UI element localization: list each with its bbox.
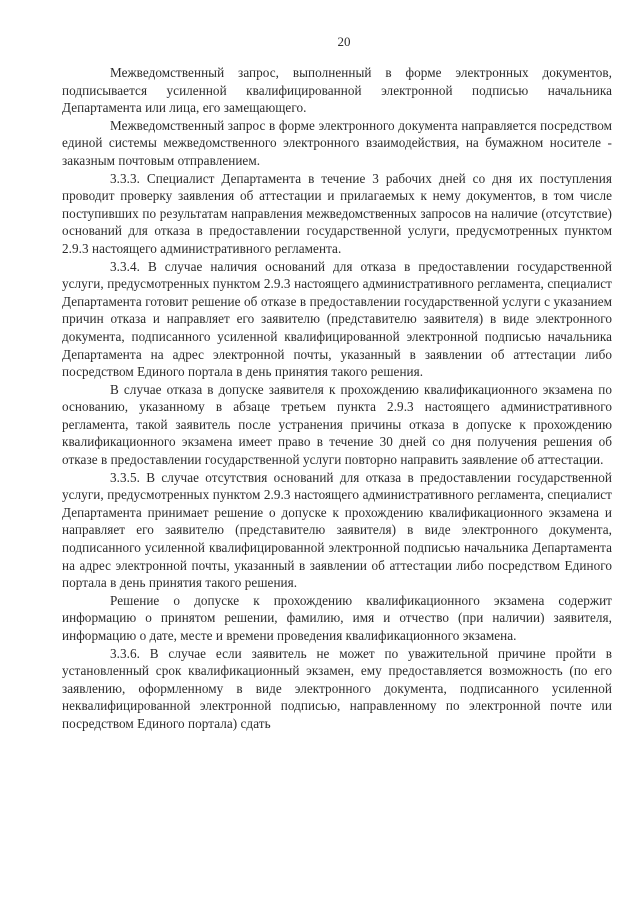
page-number: 20: [337, 34, 351, 49]
paragraph-interagency-request-delivery: Межведомственный запрос в форме электронного документа направляется посредством единой системы межведомственного электронного взаимодействия, на бумажном носителе - заказным почтовым отправлением.: [62, 117, 612, 168]
paragraph-3-3-4: 3.3.4. В случае наличия оснований для отказа в предоставлении государственной услуги, предусмотренных пунктом 2.9.3 настоящего административного регламента, специалист Департамента готовит решение об отказе в предоставлении государственной услуги с указанием причин отказа и направляет его заявителю (представителю заявителя) в виде электронного документа, подписанного усиленной квалифицированной электронной подписью начальника Департамента на адрес электронной почты, указанный в заявлении об аттестации либо посредством Единого портала в день принятия такого решения.: [62, 258, 612, 380]
paragraph-3-3-6: 3.3.6. В случае если заявитель не может по уважительной причине пройти в установленный срок квалификационный экзамен, ему предоставляется возможность (по его заявлению, оформленному в виде электронного документа, подписанного усиленной неквалифицированной электронной подписью, направленному по электронной почте или посредством Единого портала) сдать: [62, 645, 612, 731]
paragraph-refusal-resubmission: В случае отказа в допуске заявителя к прохождению квалификационного экзамена по основанию, указанному в абзаце третьем пункта 2.9.3 настоящего административного регламента, такой заявитель после устранения причины отказа в допуске к прохождению квалификационного экзамена имеет право в течение 30 дней со дня получения решения об отказе в предоставлении государственной услуги повторно направить заявление об аттестации.: [62, 381, 612, 468]
paragraph-3-3-3: 3.3.3. Специалист Департамента в течение 3 рабочих дней со дня их поступления проводит проверку заявления об аттестации и прилагаемых к нему документов, в том числе поступивших по результатам направления межведомственных запросов на наличие (отсутствие) оснований для отказа в предоставлении государственной услуги, предусмотренных пунктом 2.9.3 настоящего административного регламента.: [62, 170, 612, 256]
paragraph-interagency-request-signing: Межведомственный запрос, выполненный в форме электронных документов, подписывается усиленной квалифицированной электронной подписью начальника Департамента или лица, его замещающего.: [62, 65, 612, 116]
paragraph-admission-decision-content: Решение о допуске к прохождению квалификационного экзамена содержит информацию о принятом решении, фамилию, имя и отчество (при наличии) заявителя, информацию о дате, месте и времени проведения квалификационного экзамена.: [62, 592, 612, 643]
paragraph-3-3-5: 3.3.5. В случае отсутствия оснований для отказа в предоставлении государственной услуги, предусмотренных пунктом 2.9.3 настоящего административного регламента, специалист Департамента принимает решение о допуске к прохождению квалификационного экзамена и направляет его заявителю (представителю заявителя) в виде электронного документа, подписанного усиленной квалифицированной электронной подписью начальника Департамента на адрес электронной почты, указанный в заявлении об аттестации либо посредством Единого портала в день принятия такого решения.: [62, 469, 612, 591]
